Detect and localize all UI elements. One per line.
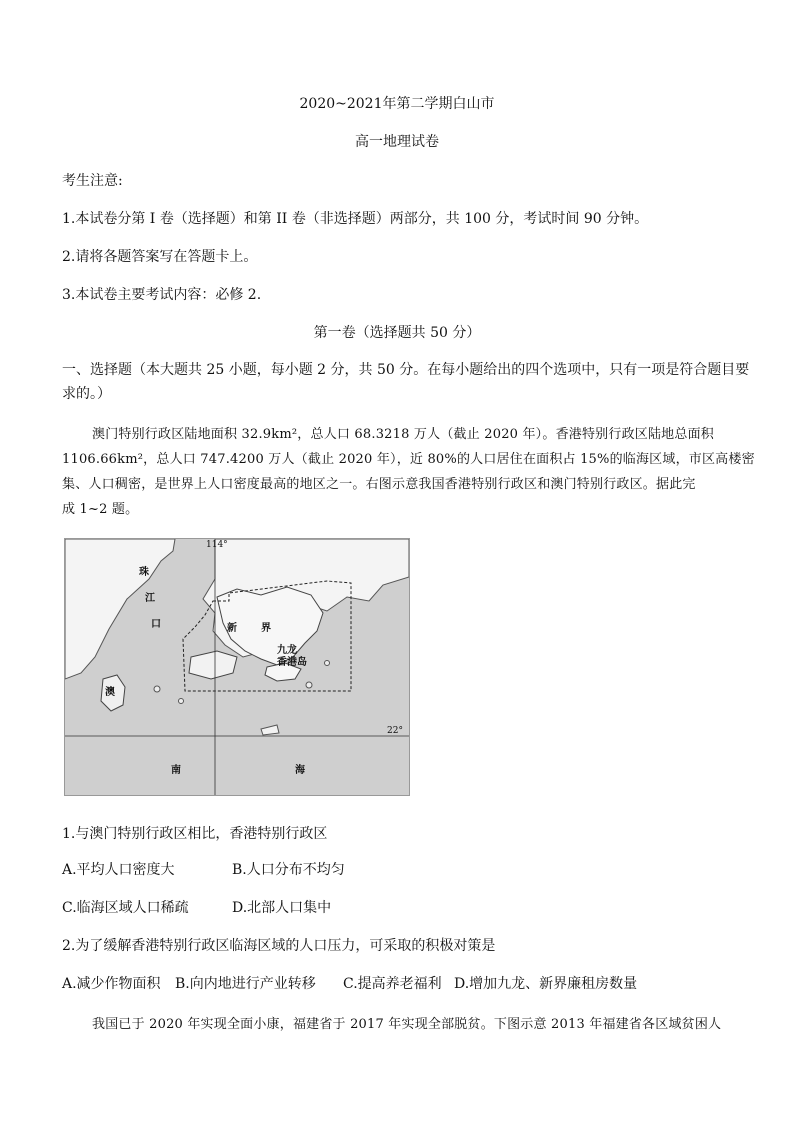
- latitude-label: 22°: [387, 726, 403, 736]
- exam-subtitle: 高一地理试卷: [355, 134, 439, 150]
- option-a: A.减少作物面积: [62, 976, 161, 992]
- hong-kong-macau-map: [64, 538, 410, 796]
- exam-title: 2020~2021年第二学期白山市: [299, 96, 495, 112]
- section-title: 第一卷（选择题共 50 分）: [313, 325, 481, 341]
- passage-line: 1106.66km²，总人口 747.4200 万人（截止 2020 年），近 80%的人口居住在面积占 15%的临海区域，市区高楼密: [62, 452, 755, 467]
- question-stem: 2.为了缓解香港特别行政区临海区域的人口压力，可采取的积极对策是: [62, 938, 496, 954]
- map-label-xin: 新: [227, 623, 237, 634]
- option-d: D.北部人口集中: [232, 900, 332, 916]
- notice-item: 2.请将各题答案写在答题卡上。: [62, 249, 258, 265]
- map-label-kou: 口: [151, 619, 161, 630]
- map-graphic: [65, 539, 409, 795]
- longitude-label: 114°: [206, 540, 228, 550]
- option-c: C.临海区域人口稀疏: [62, 900, 189, 916]
- option-b: B.人口分布不均匀: [232, 862, 345, 878]
- map-label-macau: 澳: [105, 687, 115, 698]
- map-label-hai: 海: [295, 765, 305, 776]
- passage-2-line: 我国已于 2020 年实现全面小康，福建省于 2017 年实现全部脱贫。下图示意 2013 年福建省各区域贫困人: [92, 1017, 722, 1032]
- notice-item: 1.本试卷分第 I 卷（选择题）和第 II 卷（非选择题）两部分，共 100 分，考试时间 90 分钟。: [62, 211, 649, 227]
- passage-line: 澳门特别行政区陆地面积 32.9km²，总人口 68.3218 万人（截止 2020 年）。香港特别行政区陆地总面积: [92, 427, 714, 442]
- notice-heading: 考生注意:: [62, 173, 123, 189]
- option-a: A.平均人口密度大: [62, 862, 175, 878]
- map-label-hk-island: 香港岛: [277, 657, 307, 668]
- section-instruction: 一、选择题（本大题共 25 小题，每小题 2 分，共 50 分。在每小题给出的四个选项中，只有一项是符合题目要: [62, 362, 750, 378]
- map-label-jie: 界: [261, 623, 271, 634]
- option-d: D.增加九龙、新界廉租房数量: [454, 976, 638, 992]
- map-label-jiang: 江: [145, 593, 155, 604]
- map-label-nan: 南: [171, 765, 181, 776]
- section-instruction-cont: 求的。）: [62, 386, 111, 402]
- map-label-jiulong: 九龙: [277, 645, 297, 656]
- option-c: C.提高养老福利: [343, 976, 442, 992]
- passage-line: 集、人口稠密，是世界上人口密度最高的地区之一。右图示意我国香港特别行政区和澳门特别行政区。据此完: [62, 477, 696, 492]
- map-label-zhu: 珠: [139, 567, 149, 578]
- passage-line: 成 1~2 题。: [62, 502, 139, 517]
- question-stem: 1.与澳门特别行政区相比，香港特别行政区: [62, 826, 328, 842]
- notice-item: 3.本试卷主要考试内容：必修 2.: [62, 287, 262, 303]
- option-b: B.向内地进行产业转移: [175, 976, 316, 992]
